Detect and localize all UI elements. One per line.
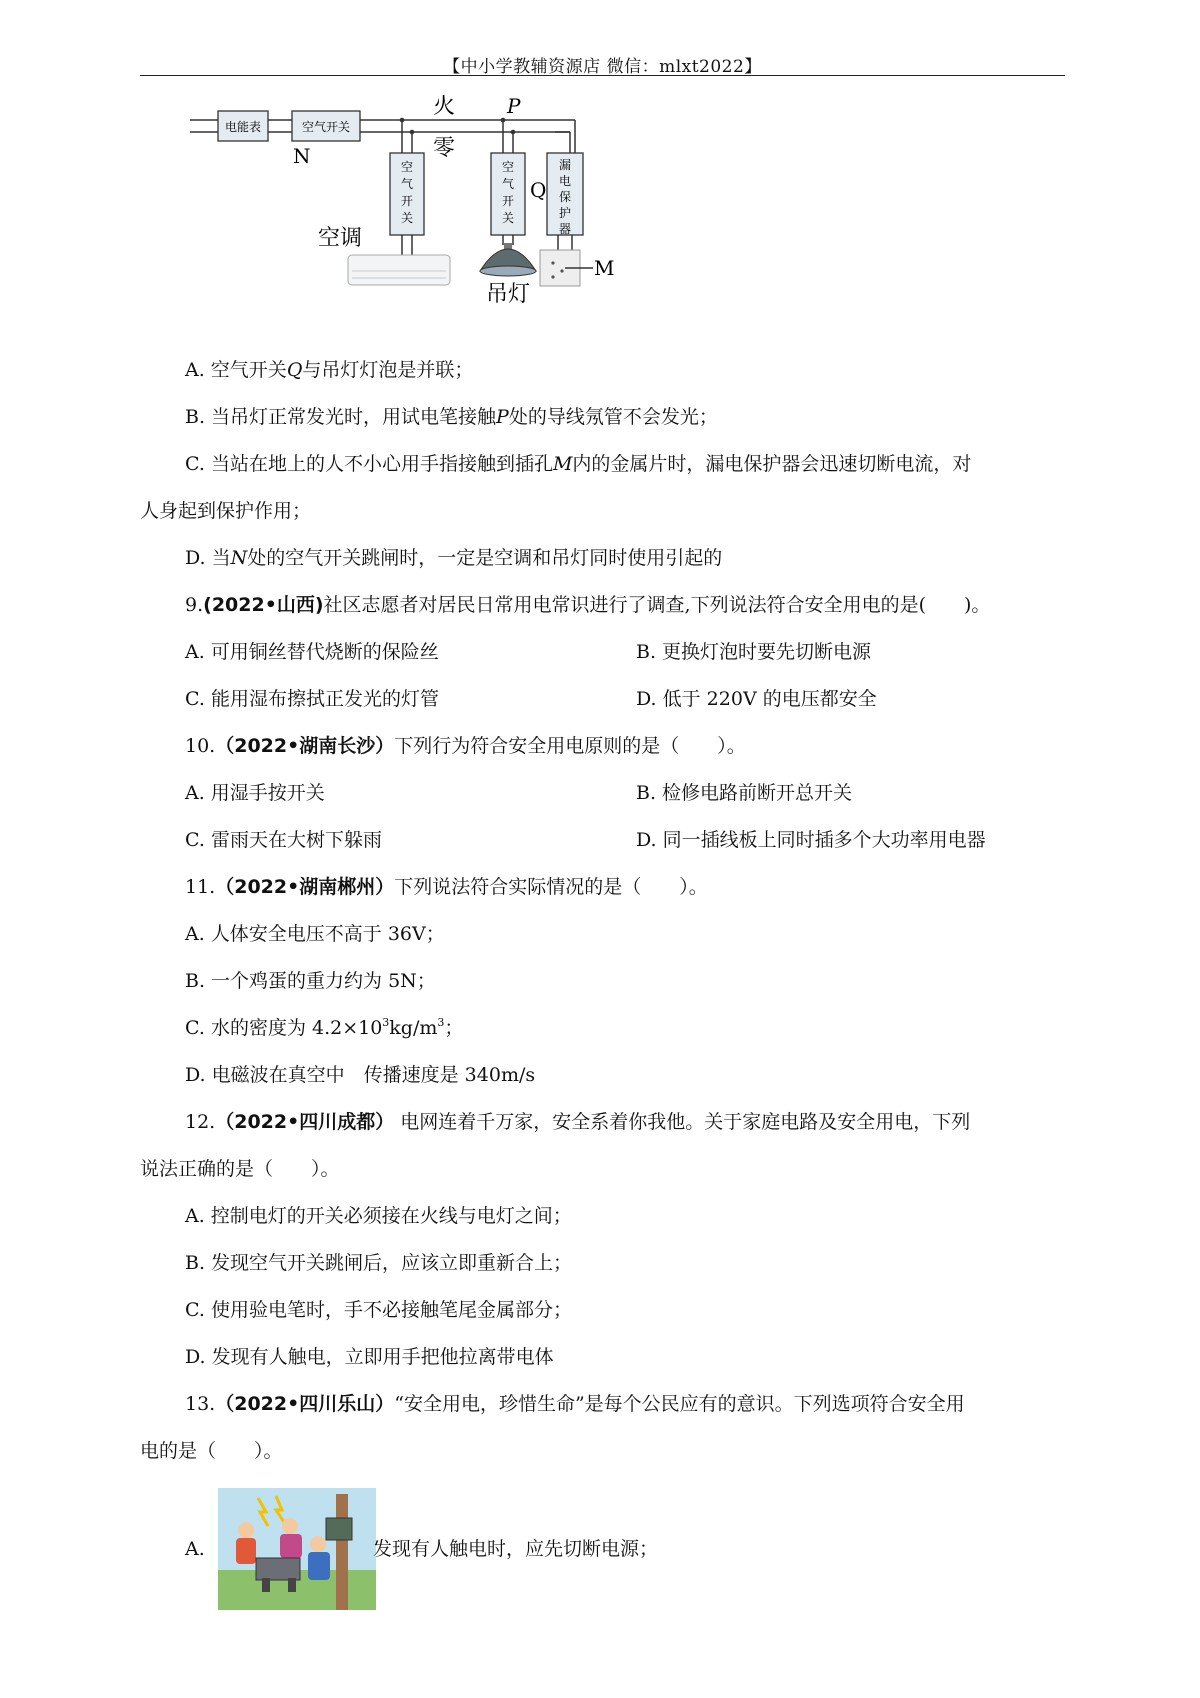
option-12c: C. 使用验电笔时，手不必接触笔尾金属部分； — [185, 1299, 572, 1321]
rcd-label: 漏电保护器 — [558, 158, 572, 236]
option-9b: B. 更换灯泡时要先切断电源 — [636, 641, 872, 663]
header-rule — [140, 75, 1065, 76]
option-13a-label: A. — [185, 1538, 205, 1560]
lamp-label: 吊灯 — [486, 282, 531, 307]
question-12-stem: 12.（2022•四川成都） 电网连着千万家，安全系着你我他。关于家庭电路及安全用电，下列 — [185, 1111, 971, 1133]
question-9-stem: 9.(2022•山西)社区志愿者对居民日常用电常识进行了调查,下列说法符合安全用电的是( )。 — [185, 594, 991, 616]
question-13-stem-cont: 电的是（ ）。 — [140, 1440, 283, 1462]
main-switch-label: 空气开关 — [301, 120, 351, 134]
label-p: P — [507, 95, 521, 118]
label-m: M — [594, 256, 615, 280]
switch1-label: 空气开关 — [400, 160, 414, 225]
option-13a-text: 发现有人触电时，应先切断电源； — [373, 1538, 659, 1560]
option-10a: A. 用湿手按开关 — [185, 782, 325, 804]
option-8c-cont: 人身起到保护作用； — [140, 500, 312, 522]
option-9d: D. 低于 220V 的电压都安全 — [636, 688, 877, 710]
option-11c: C. 水的密度为 $4.2\times 10^3kg/m^3$； — [185, 1016, 464, 1039]
option-10b: B. 检修电路前断开总开关 — [636, 782, 853, 804]
electric-shock-rescue-illustration — [218, 1488, 376, 1610]
option-12d: D. 发现有人触电，立即用手把他拉离带电体 — [185, 1346, 554, 1368]
label-q: Q — [530, 178, 547, 202]
switch2-label: 空气开关 — [501, 160, 515, 225]
circuit-diagram — [190, 95, 710, 320]
live-wire-label: 火 — [433, 95, 456, 119]
option-12b: B. 发现空气开关跳闸后，应该立即重新合上； — [185, 1252, 573, 1274]
label-n: N — [293, 144, 311, 168]
meter-label: 电能表 — [224, 120, 262, 134]
aircon-label: 空调 — [318, 226, 363, 251]
option-10d: D. 同一插线板上同时插多个大功率用电器 — [636, 829, 986, 851]
option-8b: B. 当吊灯正常发光时，用试电笔接触P处的导线氖管不会发光； — [185, 406, 718, 428]
option-11b: B. 一个鸡蛋的重力约为 5N； — [185, 970, 436, 992]
page-header: 【中小学教辅资源店 微信：mlxt2022】 — [443, 57, 762, 77]
neutral-wire-label: 零 — [433, 136, 456, 161]
question-12-stem-cont: 说法正确的是（ ）。 — [140, 1158, 340, 1180]
option-8d: D. 当N处的空气开关跳闸时，一定是空调和吊灯同时使用引起的 — [185, 547, 723, 569]
question-11-stem: 11.（2022•湖南郴州）下列说法符合实际情况的是（ ）。 — [185, 876, 708, 898]
option-8c: C. 当站在地上的人不小心用手指接触到插孔M内的金属片时，漏电保护器会迅速切断电流，对 — [185, 453, 972, 475]
option-11d: D. 电磁波在真空中 传播速度是 340m/s — [185, 1064, 536, 1086]
option-10c: C. 雷雨天在大树下躲雨 — [185, 829, 382, 851]
question-13-stem: 13.（2022•四川乐山）“安全用电，珍惜生命”是每个公民应有的意识。下列选项符合安全用 — [185, 1393, 965, 1415]
option-11a: A. 人体安全电压不高于 36V； — [185, 923, 445, 945]
question-10-stem: 10.（2022•湖南长沙）下列行为符合安全用电原则的是（ ）。 — [185, 735, 746, 757]
option-8a: A. 空气开关Q与吊灯灯泡是并联； — [185, 359, 474, 381]
option-9c: C. 能用湿布擦拭正发光的灯管 — [185, 688, 439, 710]
option-12a: A. 控制电灯的开关必须接在火线与电灯之间； — [185, 1205, 572, 1227]
option-9a: A. 可用铜丝替代烧断的保险丝 — [185, 641, 439, 663]
